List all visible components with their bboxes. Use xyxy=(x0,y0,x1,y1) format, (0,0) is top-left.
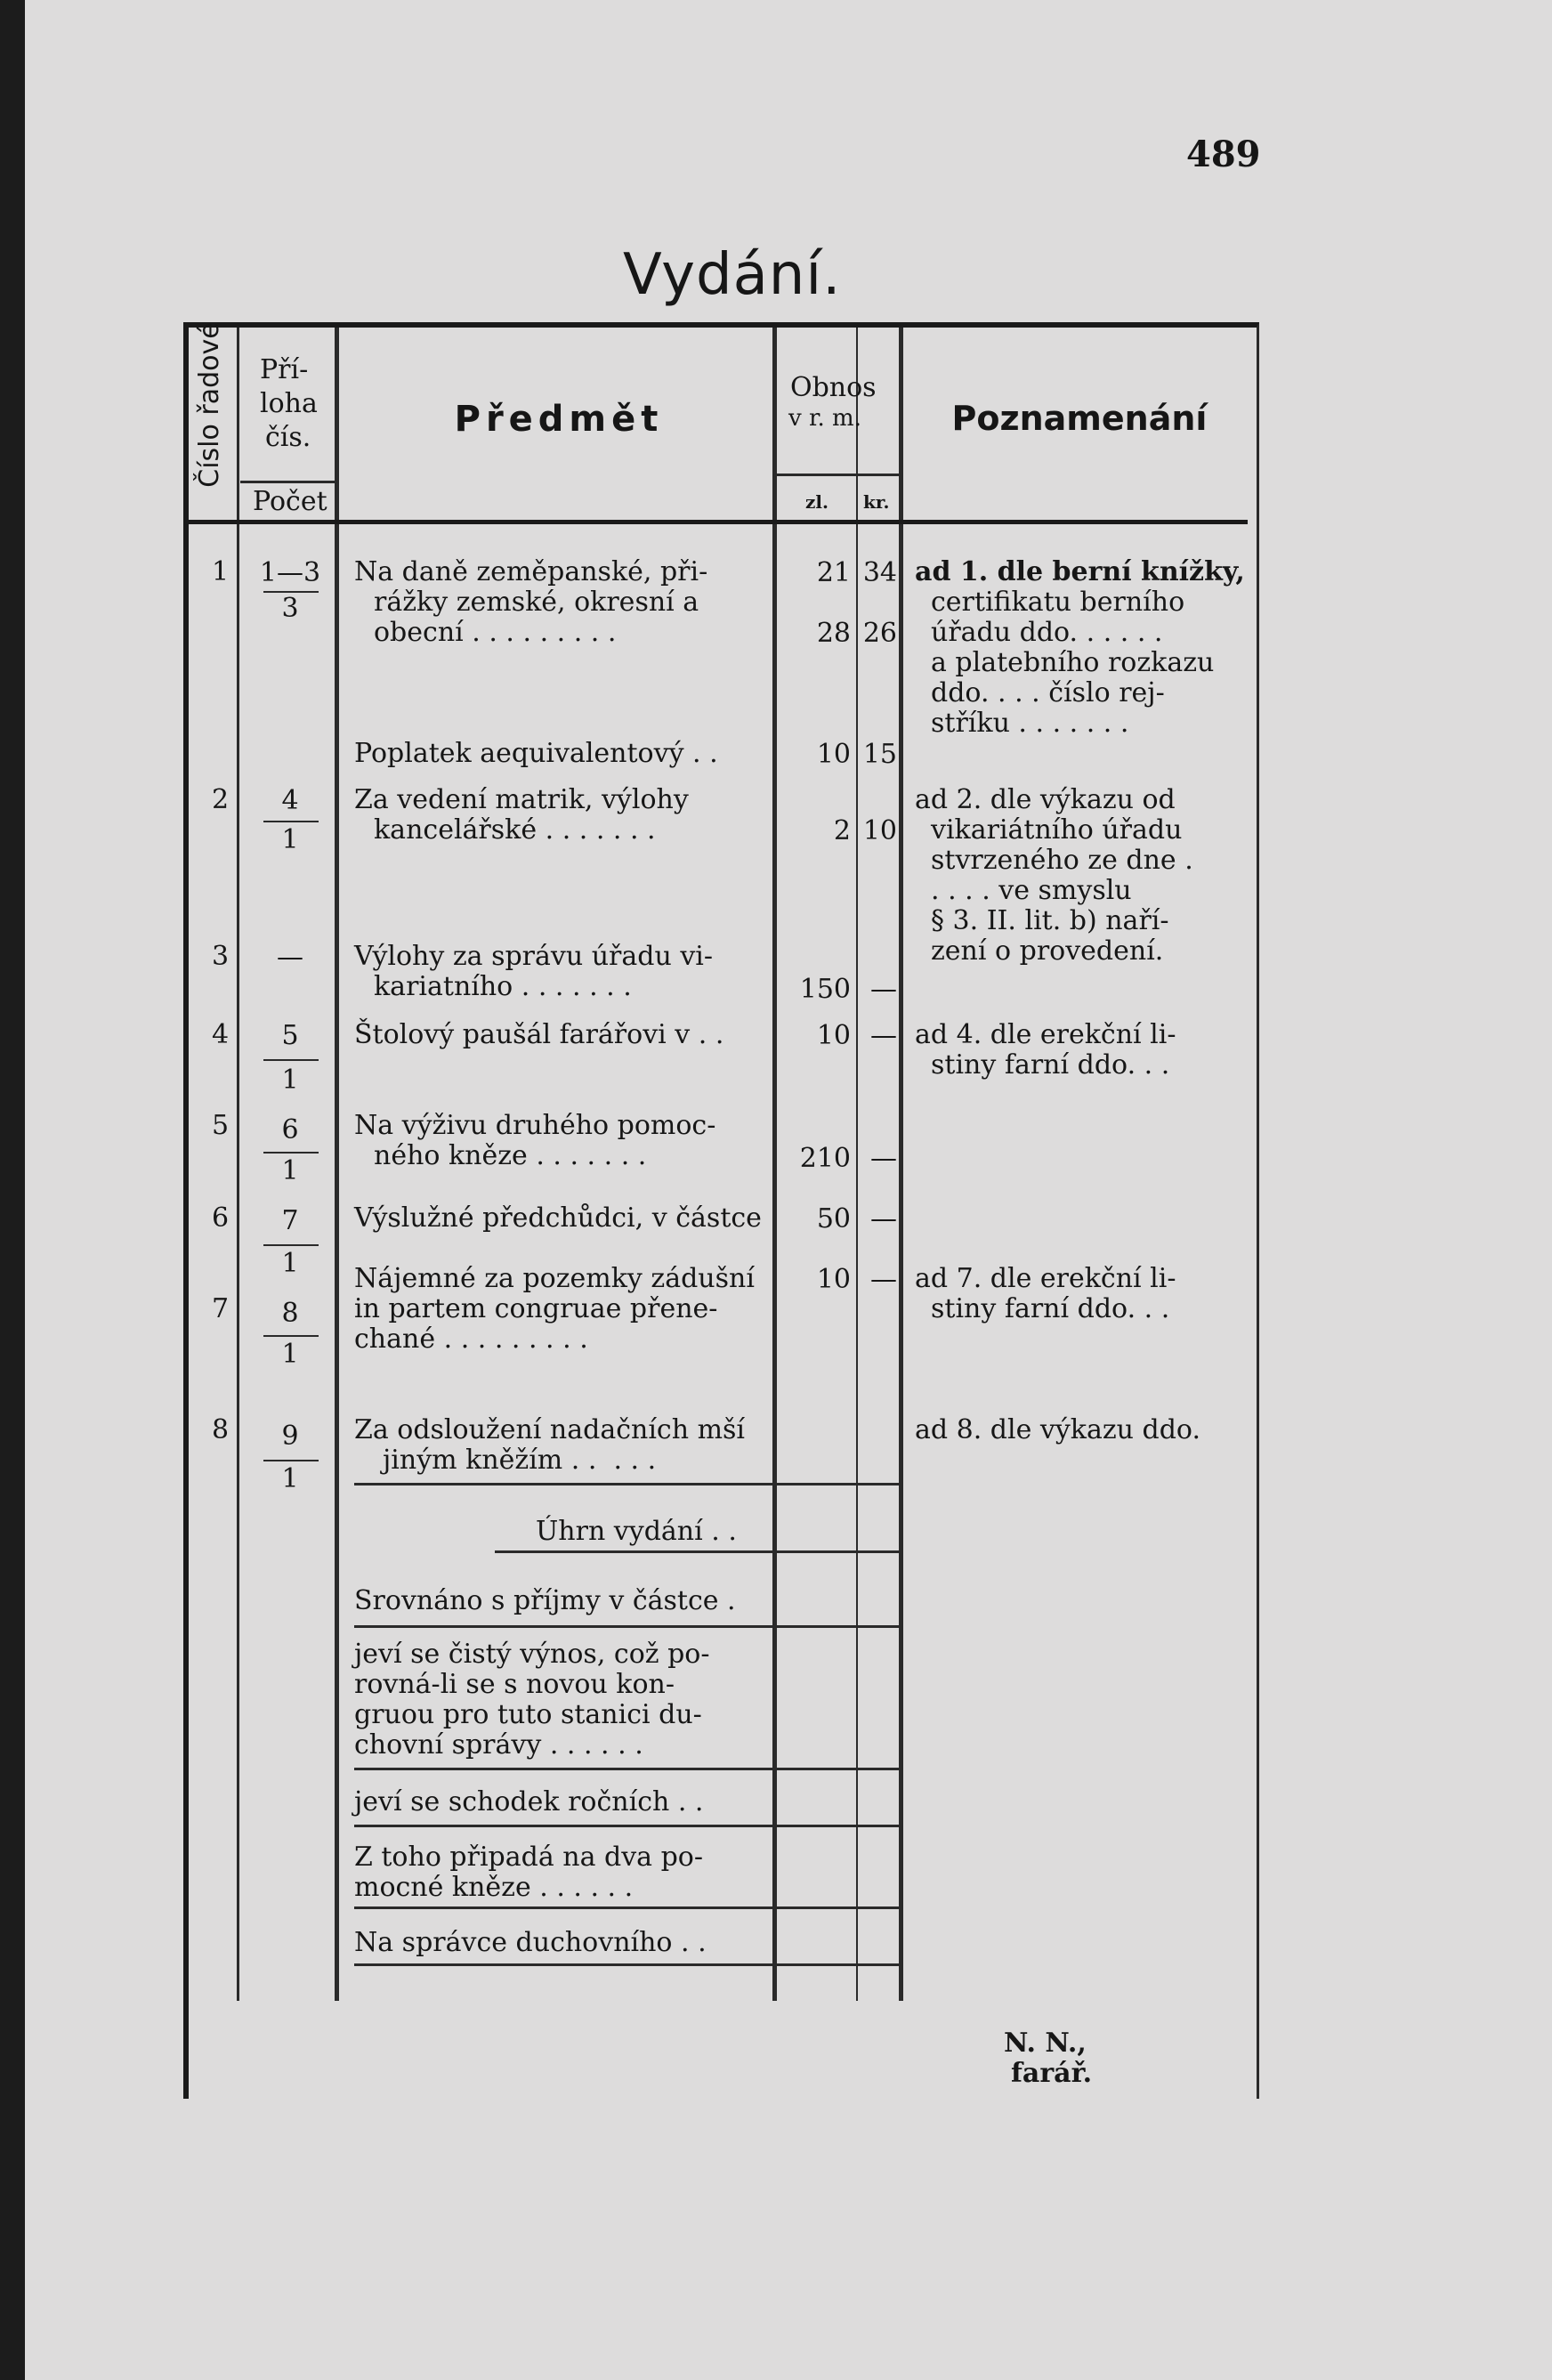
row-7-subject-1: Nájemné za pozemky zádušní xyxy=(354,1263,755,1294)
row-7-zl: 10 xyxy=(816,1264,851,1295)
header-zl: zl. xyxy=(805,491,829,513)
row-4-number: 4 xyxy=(212,1019,230,1050)
row-6-attachment: 7 xyxy=(281,1205,299,1236)
signature-name: N. N., xyxy=(1004,2028,1087,2059)
row-6-kr: — xyxy=(870,1203,897,1235)
summary-rule-6 xyxy=(354,1906,899,1909)
row-2-count: 1 xyxy=(281,824,299,855)
row-2-zl: 2 xyxy=(833,815,851,846)
note-1-line-5: ddo. . . . číslo rej- xyxy=(931,677,1165,708)
note-2-line-3: stvrzeného ze dne . xyxy=(931,845,1193,876)
row-7-subject-2: in partem congruae přene- xyxy=(354,1293,718,1324)
row-4-count: 1 xyxy=(281,1065,299,1096)
note-2-line-4: . . . . ve smyslu xyxy=(931,875,1132,906)
row-4-kr: — xyxy=(870,1020,897,1051)
row-7-kr: — xyxy=(870,1264,897,1295)
row-1-zl-2: 28 xyxy=(816,618,851,649)
row-3-attachment: — xyxy=(277,942,303,973)
summary-share-1: Z toho připadá na dva po- xyxy=(354,1842,703,1873)
row-3-kr: — xyxy=(870,974,897,1005)
header-priloha-2: loha xyxy=(260,388,318,419)
row-4-zl: 10 xyxy=(816,1020,851,1051)
row-5-subject-2: ného kněze . . . . . . . xyxy=(374,1140,647,1171)
row-aequivalent-subject: Poplatek aequivalentový . . xyxy=(354,738,718,769)
row-5-number: 5 xyxy=(212,1110,230,1141)
row-6-count: 1 xyxy=(281,1248,299,1279)
summary-net-1: jeví se čistý výnos, což po- xyxy=(354,1639,710,1670)
col-rule-cislo xyxy=(237,328,239,2001)
row-1-kr-2: 26 xyxy=(862,618,897,649)
row-7-count: 1 xyxy=(281,1339,299,1370)
row-3-number: 3 xyxy=(212,941,230,972)
summary-net-4: chovní správy . . . . . . xyxy=(354,1729,643,1761)
col-rule-priloha xyxy=(335,328,339,2001)
note-7-line-2: stiny farní ddo. . . xyxy=(931,1293,1170,1324)
note-2-line-1: ad 2. dle výkazu od xyxy=(915,784,1176,815)
note-1-line-1: ad 1. dle berní knížky, xyxy=(915,556,1245,587)
row-7-fraction-bar xyxy=(263,1335,319,1337)
header-cislo: Číslo řadové xyxy=(194,322,225,488)
row-4-fraction-bar xyxy=(263,1059,319,1061)
row-8-subject-1: Za odsloužení nadačních mší xyxy=(354,1414,746,1445)
summary-compared: Srovnáno s příjmy v částce . xyxy=(354,1585,736,1616)
row-6-subject: Výslužné předchůdci, v částce xyxy=(354,1202,762,1234)
row-3-subject-2: kariatního . . . . . . . xyxy=(374,971,632,1002)
row-7-subject-3: chané . . . . . . . . . xyxy=(354,1324,588,1355)
row-aequivalent-kr: 15 xyxy=(862,739,897,770)
note-1-line-2: certifikatu berního xyxy=(931,587,1185,618)
page-number: 489 xyxy=(1186,134,1261,175)
header-obnos-2: v r. m. xyxy=(788,405,861,432)
summary-rule-7 xyxy=(354,1963,899,1966)
summary-rule-1 xyxy=(354,1483,899,1485)
header-poznamenani: Poznamenání xyxy=(951,399,1208,438)
note-8-line-1: ad 8. dle výkazu ddo. xyxy=(915,1414,1200,1445)
row-6-fraction-bar xyxy=(263,1244,319,1246)
page-title: Vydání. xyxy=(623,242,842,308)
row-1-kr-1: 34 xyxy=(862,557,897,588)
row-1-number: 1 xyxy=(212,556,230,587)
header-kr: kr. xyxy=(863,491,890,513)
header-pocet: Počet xyxy=(253,486,327,517)
row-1-subject-3: obecní . . . . . . . . . xyxy=(374,617,617,648)
note-1-line-4: a platebního rozkazu xyxy=(931,647,1215,678)
row-8-attachment: 9 xyxy=(281,1421,299,1452)
row-2-number: 2 xyxy=(212,784,230,815)
book-spine xyxy=(0,0,25,2380)
note-4-line-1: ad 4. dle erekční li- xyxy=(915,1019,1176,1050)
row-5-fraction-bar xyxy=(263,1152,319,1154)
header-pocet-rule xyxy=(240,481,335,483)
row-5-attachment: 6 xyxy=(281,1114,299,1145)
note-4-line-2: stiny farní ddo. . . xyxy=(931,1049,1170,1081)
note-2-line-2: vikariátního úřadu xyxy=(931,814,1183,846)
row-1-zl-1: 21 xyxy=(816,557,851,588)
header-predmet: Předmět xyxy=(454,399,664,440)
note-1-line-3: úřadu ddo. . . . . . xyxy=(931,617,1163,648)
row-8-number: 8 xyxy=(212,1414,230,1445)
header-priloha-1: Pří- xyxy=(260,354,309,385)
header-obnos-rule xyxy=(777,474,899,476)
row-3-subject-1: Výlohy za správu úřadu vi- xyxy=(354,941,714,972)
row-4-attachment: 5 xyxy=(281,1020,299,1051)
row-7-number: 7 xyxy=(212,1293,230,1324)
row-3-zl: 150 xyxy=(799,974,851,1005)
col-rule-obnos xyxy=(899,328,903,2001)
row-2-subject-2: kancelářské . . . . . . . xyxy=(374,814,656,846)
row-5-subject-1: Na výživu druhého pomoc- xyxy=(354,1110,716,1141)
summary-rule-4 xyxy=(354,1768,899,1770)
summary-net-2: rovná-li se s novou kon- xyxy=(354,1669,675,1700)
row-8-count: 1 xyxy=(281,1463,299,1494)
row-2-fraction-bar xyxy=(263,821,319,822)
summary-administrator: Na správce duchovního . . xyxy=(354,1927,707,1958)
summary-rule-3 xyxy=(354,1625,899,1628)
row-6-number: 6 xyxy=(212,1202,230,1234)
summary-rule-2 xyxy=(495,1550,899,1553)
row-4-subject: Štolový paušál farářovi v . . xyxy=(354,1019,724,1050)
row-1-subject-1: Na daně zeměpanské, při- xyxy=(354,556,708,587)
summary-rule-5 xyxy=(354,1825,899,1827)
summary-total: Úhrn vydání . . xyxy=(536,1516,737,1547)
summary-net-3: gruou pro tuto stanici du- xyxy=(354,1699,702,1730)
note-1-line-6: stříku . . . . . . . xyxy=(931,708,1129,739)
header-obnos-1: Obnos xyxy=(790,372,877,403)
row-2-kr: 10 xyxy=(862,815,897,846)
summary-deficit: jeví se schodek ročních . . xyxy=(354,1786,704,1817)
row-6-zl: 50 xyxy=(816,1203,851,1235)
row-1-count: 3 xyxy=(281,593,299,624)
header-priloha-3: čís. xyxy=(265,422,311,453)
row-aequivalent-zl: 10 xyxy=(816,739,851,770)
row-1-subject-2: rážky zemské, okresní a xyxy=(374,587,699,618)
header-bottom-rule xyxy=(189,520,1248,524)
summary-share-2: mocné kněze . . . . . . xyxy=(354,1872,634,1903)
row-1-attachment: 1—3 xyxy=(259,557,321,588)
note-7-line-1: ad 7. dle erekční li- xyxy=(915,1263,1176,1294)
note-2-line-5: § 3. II. lit. b) naří- xyxy=(931,905,1169,936)
row-2-subject-1: Za vedení matrik, výlohy xyxy=(354,784,689,815)
row-5-count: 1 xyxy=(281,1155,299,1186)
row-5-kr: — xyxy=(870,1143,897,1174)
row-7-attachment: 8 xyxy=(281,1298,299,1329)
signature-title: farář. xyxy=(1011,2058,1093,2089)
row-8-subject-2: jiným kněžím . . . . . xyxy=(383,1445,657,1476)
row-8-fraction-bar xyxy=(263,1460,319,1461)
col-rule-predmet xyxy=(772,328,777,2001)
row-2-attachment: 4 xyxy=(281,785,299,816)
note-2-line-6: zení o provedení. xyxy=(931,935,1164,967)
row-5-zl: 210 xyxy=(799,1143,851,1174)
